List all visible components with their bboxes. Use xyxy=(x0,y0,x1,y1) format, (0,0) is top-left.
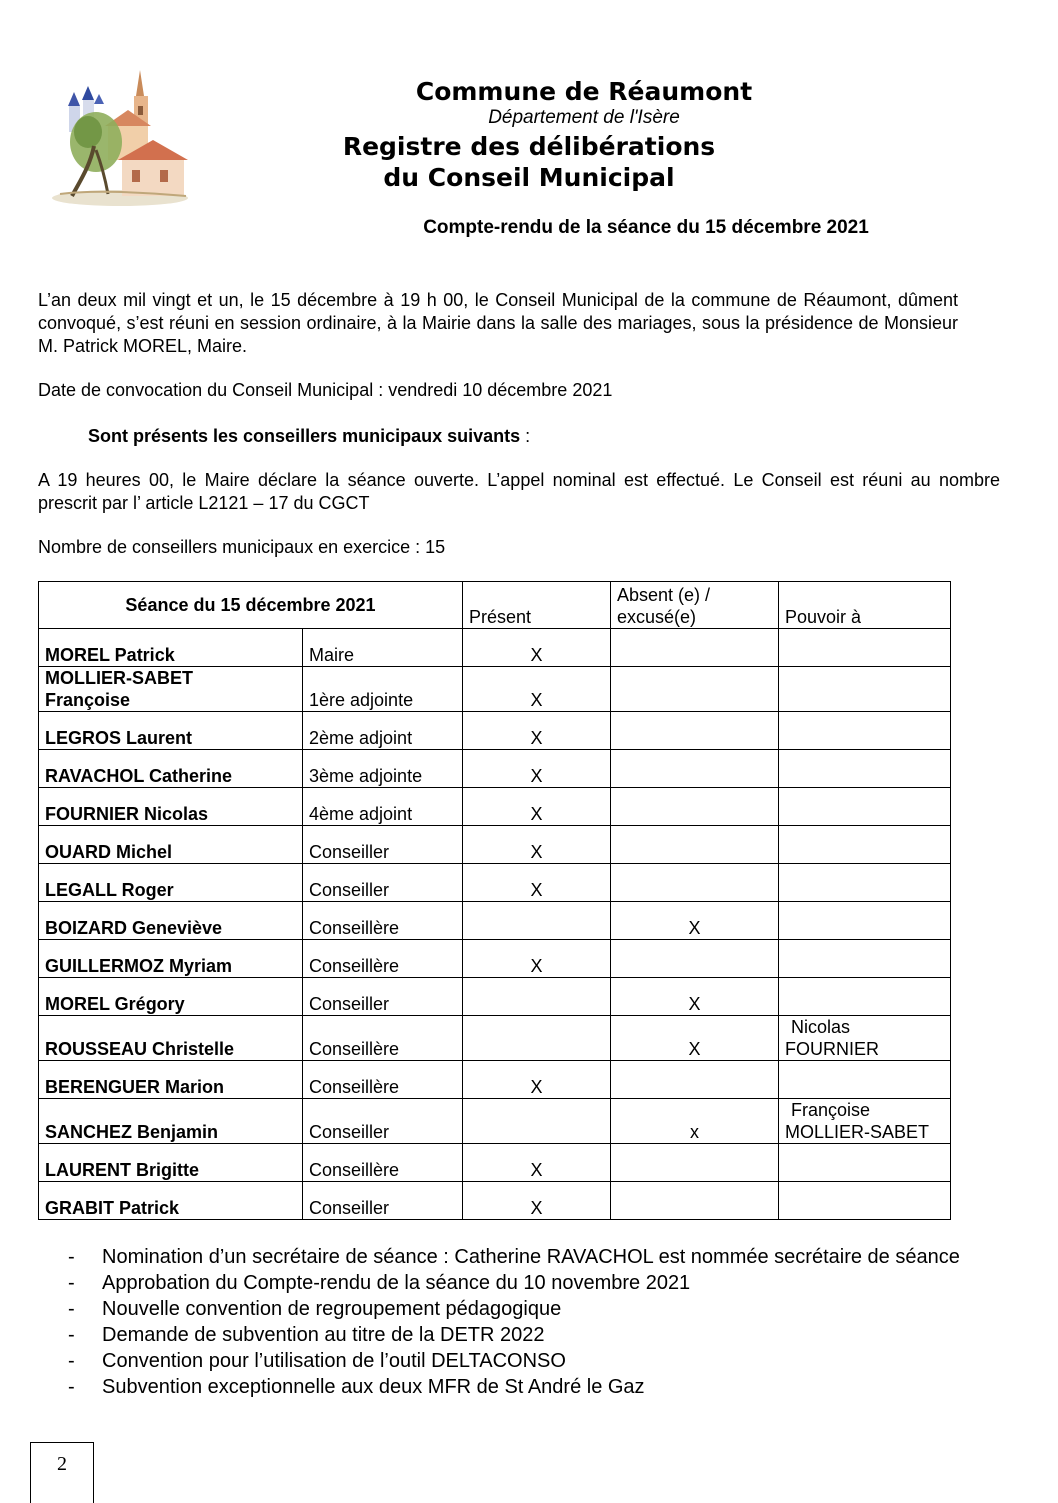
councillor-role: 3ème adjointe xyxy=(303,750,463,788)
pouvoir-cell xyxy=(779,788,951,826)
table-row xyxy=(39,940,951,978)
councillor-role: Conseiller xyxy=(303,1182,463,1220)
registre-title-line1: Registre des délibérations xyxy=(342,132,716,161)
pouvoir-cell xyxy=(779,864,951,902)
dash-bullet: - xyxy=(68,1376,75,1398)
table-row xyxy=(39,629,951,667)
dash-bullet: - xyxy=(68,1324,75,1346)
attendance-table xyxy=(38,581,951,1220)
header-absent-line2: excusé(e) xyxy=(617,607,697,627)
pouvoir-cell xyxy=(779,712,951,750)
absent-mark xyxy=(611,629,779,667)
convocation-date: Date de convocation du Conseil Municipal : vendredi 10 décembre 2021 xyxy=(38,380,613,400)
registre-title-line2: du Conseil Municipal xyxy=(383,163,675,192)
councillor-name-line1: MOLLIER-SABET xyxy=(45,668,193,688)
agenda-item-text: Convention pour l’utilisation de l’outil DELTACONSO xyxy=(102,1350,566,1372)
councillor-role: Conseillère xyxy=(303,1016,463,1061)
present-mark xyxy=(463,1016,611,1061)
councillor-name: LEGROS Laurent xyxy=(39,712,303,750)
intro-paragraph: L’an deux mil vingt et un, le 15 décembre à 19 h 00, le Conseil Municipal de la commune de Réaumont, dûment convoqué, s’est réuni en session ordinaire, à la Mairie dans la salle des mariages, sous la présidence de Monsieur M. Patrick MOREL, Maire. xyxy=(38,290,958,356)
header-absent-line1: Absent (e) / xyxy=(617,585,711,605)
absent-mark: X xyxy=(611,978,779,1016)
councillor-name: LEGALL Roger xyxy=(39,864,303,902)
councillor-name: SANCHEZ Benjamin xyxy=(39,1099,303,1144)
councillor-role: Maire xyxy=(303,629,463,667)
absent-mark xyxy=(611,1182,779,1220)
absent-mark xyxy=(611,826,779,864)
councillor-name: BERENGUER Marion xyxy=(39,1061,303,1099)
councillor-name: BOIZARD Geneviève xyxy=(39,902,303,940)
pouvoir-cell xyxy=(779,1182,951,1220)
pouvoir-cell xyxy=(779,629,951,667)
pouvoir-cell xyxy=(779,1099,951,1144)
header-pouvoir: Pouvoir à xyxy=(779,582,951,629)
councillor-role: 4ème adjoint xyxy=(303,788,463,826)
list-item xyxy=(62,1374,962,1400)
present-mark: X xyxy=(463,712,611,750)
table-row xyxy=(39,864,951,902)
present-mark xyxy=(463,1099,611,1144)
pouvoir-cell xyxy=(779,667,951,712)
present-mark: X xyxy=(463,667,611,712)
list-item xyxy=(62,1244,962,1270)
table-row xyxy=(39,826,951,864)
present-mark: X xyxy=(463,1144,611,1182)
absent-mark xyxy=(611,864,779,902)
pouvoir-cell xyxy=(779,902,951,940)
header-absent xyxy=(611,582,779,629)
present-mark: X xyxy=(463,940,611,978)
pouvoir-line1: Françoise xyxy=(791,1100,871,1120)
councillor-role: Conseillère xyxy=(303,1144,463,1182)
councillor-name: MOREL Grégory xyxy=(39,978,303,1016)
table-row xyxy=(39,902,951,940)
table-row xyxy=(39,1016,951,1061)
councillor-role: Conseiller xyxy=(303,864,463,902)
pouvoir-line1: Nicolas xyxy=(791,1017,851,1037)
present-mark: X xyxy=(463,1182,611,1220)
present-mark: X xyxy=(463,750,611,788)
pouvoir-cell xyxy=(779,940,951,978)
present-mark xyxy=(463,978,611,1016)
pouvoir-cell xyxy=(779,826,951,864)
councillor-name-line2: Françoise xyxy=(45,690,131,710)
presents-label: Sont présents les conseillers municipaux suivants xyxy=(88,426,521,446)
present-mark xyxy=(463,902,611,940)
councillor-role: Conseiller xyxy=(303,1099,463,1144)
table-row xyxy=(39,712,951,750)
agenda-item-text: Subvention exceptionnelle aux deux MFR de St André le Gaz xyxy=(102,1376,645,1398)
absent-mark xyxy=(611,1144,779,1182)
absent-mark xyxy=(611,712,779,750)
dash-bullet: - xyxy=(68,1350,75,1372)
table-row xyxy=(39,750,951,788)
absent-mark: x xyxy=(611,1099,779,1144)
pouvoir-cell xyxy=(779,1061,951,1099)
absent-mark: X xyxy=(611,1016,779,1061)
pouvoir-cell xyxy=(779,1144,951,1182)
councillor-name xyxy=(39,667,303,712)
table-row xyxy=(39,667,951,712)
councillor-role: Conseillère xyxy=(303,940,463,978)
councillor-name: FOURNIER Nicolas xyxy=(39,788,303,826)
present-mark: X xyxy=(463,629,611,667)
departement-subtitle: Département de l'Isère xyxy=(488,107,680,128)
absent-mark xyxy=(611,940,779,978)
councillor-role: Conseiller xyxy=(303,978,463,1016)
councillor-role: Conseillère xyxy=(303,1061,463,1099)
councillor-name: ROUSSEAU Christelle xyxy=(39,1016,303,1061)
page-number-box xyxy=(30,1442,94,1503)
absent-mark xyxy=(611,667,779,712)
presents-heading xyxy=(88,425,888,448)
present-mark: X xyxy=(463,826,611,864)
list-item xyxy=(62,1270,962,1296)
councillor-name: MOREL Patrick xyxy=(39,629,303,667)
councillor-role: Conseillère xyxy=(303,902,463,940)
dash-bullet: - xyxy=(68,1246,75,1268)
pouvoir-line2: FOURNIER xyxy=(785,1039,879,1059)
table-row xyxy=(39,1144,951,1182)
table-row xyxy=(39,788,951,826)
councillor-role: 2ème adjoint xyxy=(303,712,463,750)
absent-mark xyxy=(611,750,779,788)
agenda-list xyxy=(62,1244,962,1400)
absent-mark xyxy=(611,788,779,826)
pouvoir-cell xyxy=(779,1016,951,1061)
nombre-conseillers: Nombre de conseillers municipaux en exercice : 15 xyxy=(38,537,446,557)
councillor-role: Conseiller xyxy=(303,826,463,864)
absent-mark: X xyxy=(611,902,779,940)
councillor-name: LAURENT Brigitte xyxy=(39,1144,303,1182)
pouvoir-cell xyxy=(779,978,951,1016)
header-present: Présent xyxy=(463,582,611,629)
table-row xyxy=(39,1182,951,1220)
header-seance: Séance du 15 décembre 2021 xyxy=(39,582,463,629)
seance-ouverte-paragraph: A 19 heures 00, le Maire déclare la séance ouverte. L’appel nominal est effectué. Le Conseil est réuni au nombre prescrit par l’ article L2121 – 17 du CGCT xyxy=(38,470,1000,513)
commune-title: Commune de Réaumont xyxy=(415,77,753,106)
page-number: 2 xyxy=(57,1453,67,1475)
councillor-name: GRABIT Patrick xyxy=(39,1182,303,1220)
councillor-name: RAVACHOL Catherine xyxy=(39,750,303,788)
dash-bullet: - xyxy=(68,1272,75,1294)
table-row xyxy=(39,1061,951,1099)
list-item xyxy=(62,1322,962,1348)
councillor-name: OUARD Michel xyxy=(39,826,303,864)
councillor-role: 1ère adjointe xyxy=(303,667,463,712)
list-item xyxy=(62,1348,962,1374)
table-row xyxy=(39,1099,951,1144)
agenda-item-text: Approbation du Compte-rendu de la séance du 10 novembre 2021 xyxy=(102,1272,691,1294)
present-mark: X xyxy=(463,788,611,826)
absent-mark xyxy=(611,1061,779,1099)
pouvoir-line2: MOLLIER-SABET xyxy=(785,1122,930,1142)
present-mark: X xyxy=(463,1061,611,1099)
compte-rendu-title: Compte-rendu de la séance du 15 décembre 2021 xyxy=(423,217,869,238)
list-item xyxy=(62,1296,962,1322)
pouvoir-cell xyxy=(779,750,951,788)
councillor-name: GUILLERMOZ Myriam xyxy=(39,940,303,978)
table-row xyxy=(39,978,951,1016)
agenda-item-text: Demande de subvention au titre de la DETR 2022 xyxy=(102,1324,545,1346)
agenda-item-text: Nouvelle convention de regroupement pédagogique xyxy=(102,1298,562,1320)
dash-bullet: - xyxy=(68,1298,75,1320)
table-header-row xyxy=(39,582,951,629)
presents-colon: : xyxy=(520,426,531,446)
present-mark: X xyxy=(463,864,611,902)
agenda-item-text: Nomination d’un secrétaire de séance : Catherine RAVACHOL est nommée secrétaire de séance xyxy=(102,1246,960,1268)
